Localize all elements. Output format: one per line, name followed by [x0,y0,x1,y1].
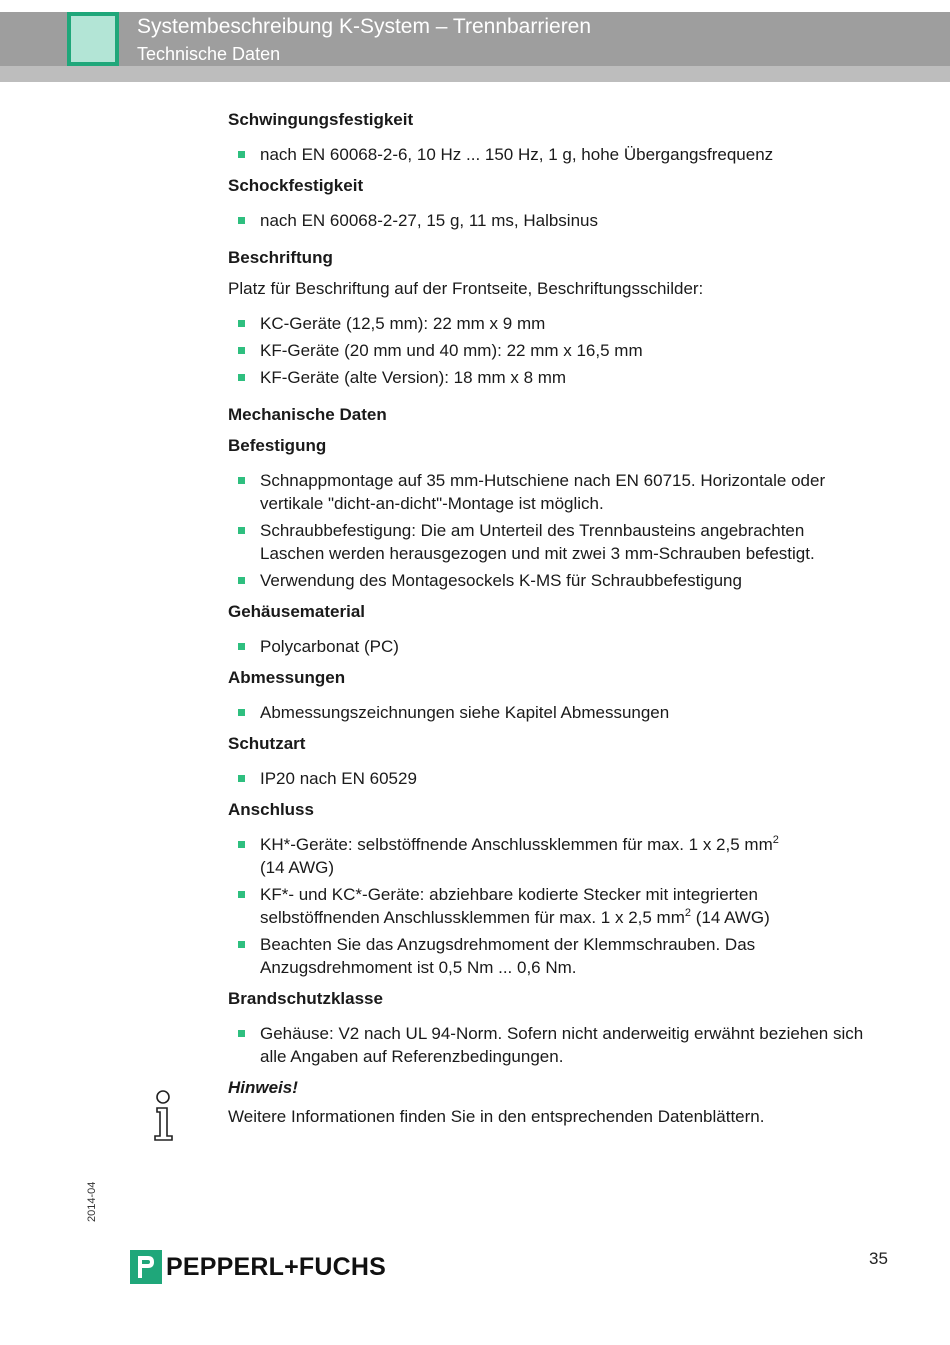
list-beschriftung [228,312,868,389]
section-heading-anschluss: Anschluss [228,800,314,819]
list-brandschutz [228,1022,868,1068]
logo-wordmark: PEPPERL+FUCHS [166,1252,387,1281]
list-item: KF*- und KC*-Geräte: abziehbare kodierte Stecker mit integrierten selbstöffnenden Anschlussklemmen für max. 1 x 2,5 $mm^2$ (14 AWG) [228,883,868,929]
list-befestigung [228,469,868,592]
list-item: KC-Geräte (12,5 mm): 22 mm x 9 mm [228,312,868,335]
bullet-icon [238,891,245,898]
header-band [0,12,950,82]
bullet-icon [238,151,245,158]
list-schwingung [228,143,868,166]
list-schock [228,209,868,232]
section-heading-mechanisch: Mechanische Daten [228,405,387,424]
info-icon [152,1090,176,1147]
bullet-icon [238,709,245,716]
list-schutzart [228,767,868,790]
section-heading-brandschutz: Brandschutzklasse [228,989,383,1008]
bullet-icon [238,347,245,354]
bullet-icon [238,527,245,534]
page-number: 35 [869,1249,888,1268]
beschriftung-intro: Platz für Beschriftung auf der Frontseite, Beschriftungsschilder: [228,279,704,298]
bullet-icon [238,941,245,948]
list-abmessungen [228,701,868,724]
section-heading-abmessungen: Abmessungen [228,668,346,687]
bullet-icon [238,577,245,584]
list-item: Schraubbefestigung: Die am Unterteil des Trennbausteins angebrachten Laschen werden herausgezogen und mit zwei 3 mm-Schrauben befestigt. [228,519,868,565]
list-item: Schnappmontage auf 35 mm-Hutschiene nach EN 60715. Horizontale oder vertikale "dicht-an-dicht"-Montage ist möglich. [228,469,868,515]
list-item: KH*-Geräte: selbstöffnende Anschlussklemmen für max. 1 x 2,5 $mm^2$ (14 AWG) [228,833,868,879]
bullet-icon [238,775,245,782]
bullet-icon [238,374,245,381]
list-item: nach EN 60068-2-6, 10 Hz ... 150 Hz, 1 g, hohe Übergangsfrequenz [228,143,868,166]
section-heading-beschriftung: Beschriftung [228,248,333,267]
list-item: nach EN 60068-2-27, 15 g, 11 ms, Halbsinus [228,209,868,232]
section-heading-schutzart: Schutzart [228,734,306,753]
chapter-square-icon [67,12,119,66]
bullet-icon [238,217,245,224]
bullet-icon [238,477,245,484]
bullet-icon [238,320,245,327]
section-heading-gehaeuse: Gehäusematerial [228,602,366,621]
section-heading-schock: Schockfestigkeit [228,176,364,195]
bullet-icon [238,841,245,848]
document-subtitle: Technische Daten [137,44,281,64]
main-content [228,108,868,1128]
header-bar [0,12,950,66]
pf-logo-icon [130,1250,162,1284]
company-logo [130,1250,386,1284]
section-heading-schwingung: Schwingungsfestigkeit [228,110,414,129]
list-gehaeuse [228,635,868,658]
list-item: IP20 nach EN 60529 [228,767,868,790]
list-item: Gehäuse: V2 nach UL 94-Norm. Sofern nicht anderweitig erwähnt beziehen sich alle Angaben auf Referenzbedingungen. [228,1022,868,1068]
list-item: Verwendung des Montagesockels K-MS für Schraubbefestigung [228,569,868,592]
bullet-icon [238,643,245,650]
list-item: Polycarbonat (PC) [228,635,868,658]
list-item: Abmessungszeichnungen siehe Kapitel Abmessungen [228,701,868,724]
bullet-icon [238,1030,245,1037]
note-heading: Hinweis! [228,1078,298,1097]
list-anschluss [228,833,868,979]
list-item: KF-Geräte (20 mm und 40 mm): 22 mm x 16,5 mm [228,339,868,362]
revision-date: 2014-04 [86,1181,98,1222]
document-title: Systembeschreibung K-System – Trennbarrieren [137,15,592,38]
list-item: KF-Geräte (alte Version): 18 mm x 8 mm [228,366,868,389]
note-text: Weitere Informationen finden Sie in den entsprechenden Datenblättern. [228,1107,765,1126]
section-heading-befestigung: Befestigung [228,436,327,455]
list-item: Beachten Sie das Anzugsdrehmoment der Klemmschrauben. Das Anzugsdrehmoment ist 0,5 Nm ... 0,6 Nm. [228,933,868,979]
